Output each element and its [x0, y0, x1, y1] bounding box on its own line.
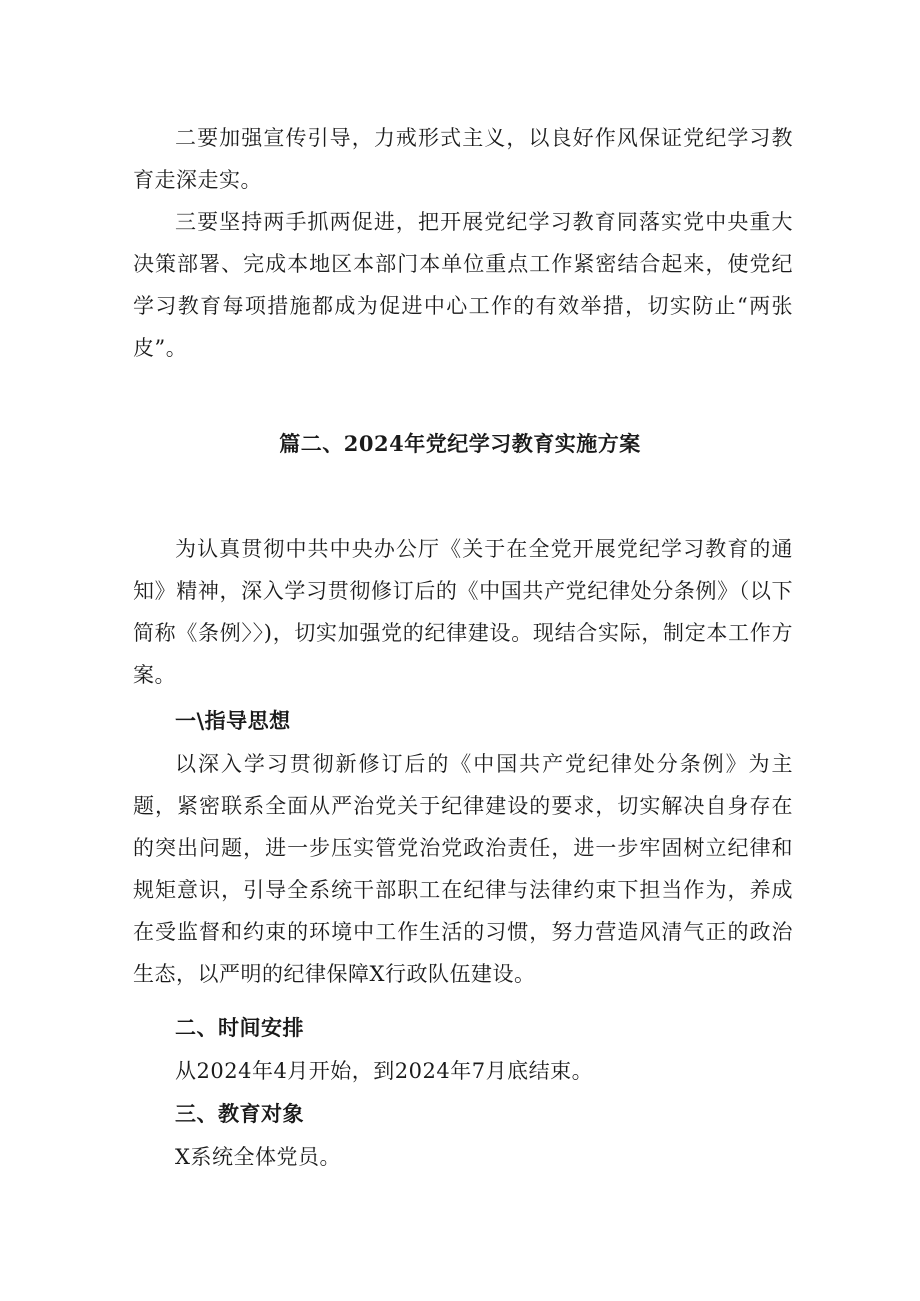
paragraph-audience: X系统全体党员。 [175, 1145, 341, 1169]
paragraph-schedule: 从2024年4月开始，到2024年7月底结束。 [175, 1059, 594, 1083]
heading-schedule: 二、时间安排 [175, 1015, 304, 1040]
paragraph-publicity-guidance: 二要加强宣传引导，力戒形式主义，以良好作风保证党纪学习教育走深走实。 [133, 126, 793, 192]
heading-guiding-ideology: 一\指导思想 [175, 708, 291, 733]
heading-audience: 三、教育对象 [175, 1101, 304, 1126]
section-title: 篇二、2024年党纪学习教育实施方案 [279, 431, 641, 456]
paragraph-introduction: 为认真贯彻中共中央办公厅《关于在全党开展党纪学习教育的通知》精神，深入学习贯彻修订后的《中国共产党纪律处分条例》（以下简称《条例〉〉)，切实加强党的纪律建设。现结合实际，制定本工作方案。 [133, 537, 793, 687]
paragraph-guiding-ideology: 以深入学习贯彻新修订后的《中国共产党纪律处分条例》为主题，紧密联系全面从严治党关于纪律建设的要求，切实解决自身存在的突出问题，进一步压实管党治党政治责任，进一步牢固树立纪律和规矩意识，引导全系统干部职工在纪律与法律约束下担当作为，养成在受监督和约束的环境中工作生活的习惯，努力营造风清气正的政治生态，以严明的纪律保障X行政队伍建设。 [133, 752, 793, 986]
paragraph-two-hands: 三要坚持两手抓两促进，把开展党纪学习教育同落实党中央重大决策部署、完成本地区本部门本单位重点工作紧密结合起来，使党纪学习教育每项措施都成为促进中心工作的有效举措，切实防止“两张皮”。 [133, 210, 793, 360]
